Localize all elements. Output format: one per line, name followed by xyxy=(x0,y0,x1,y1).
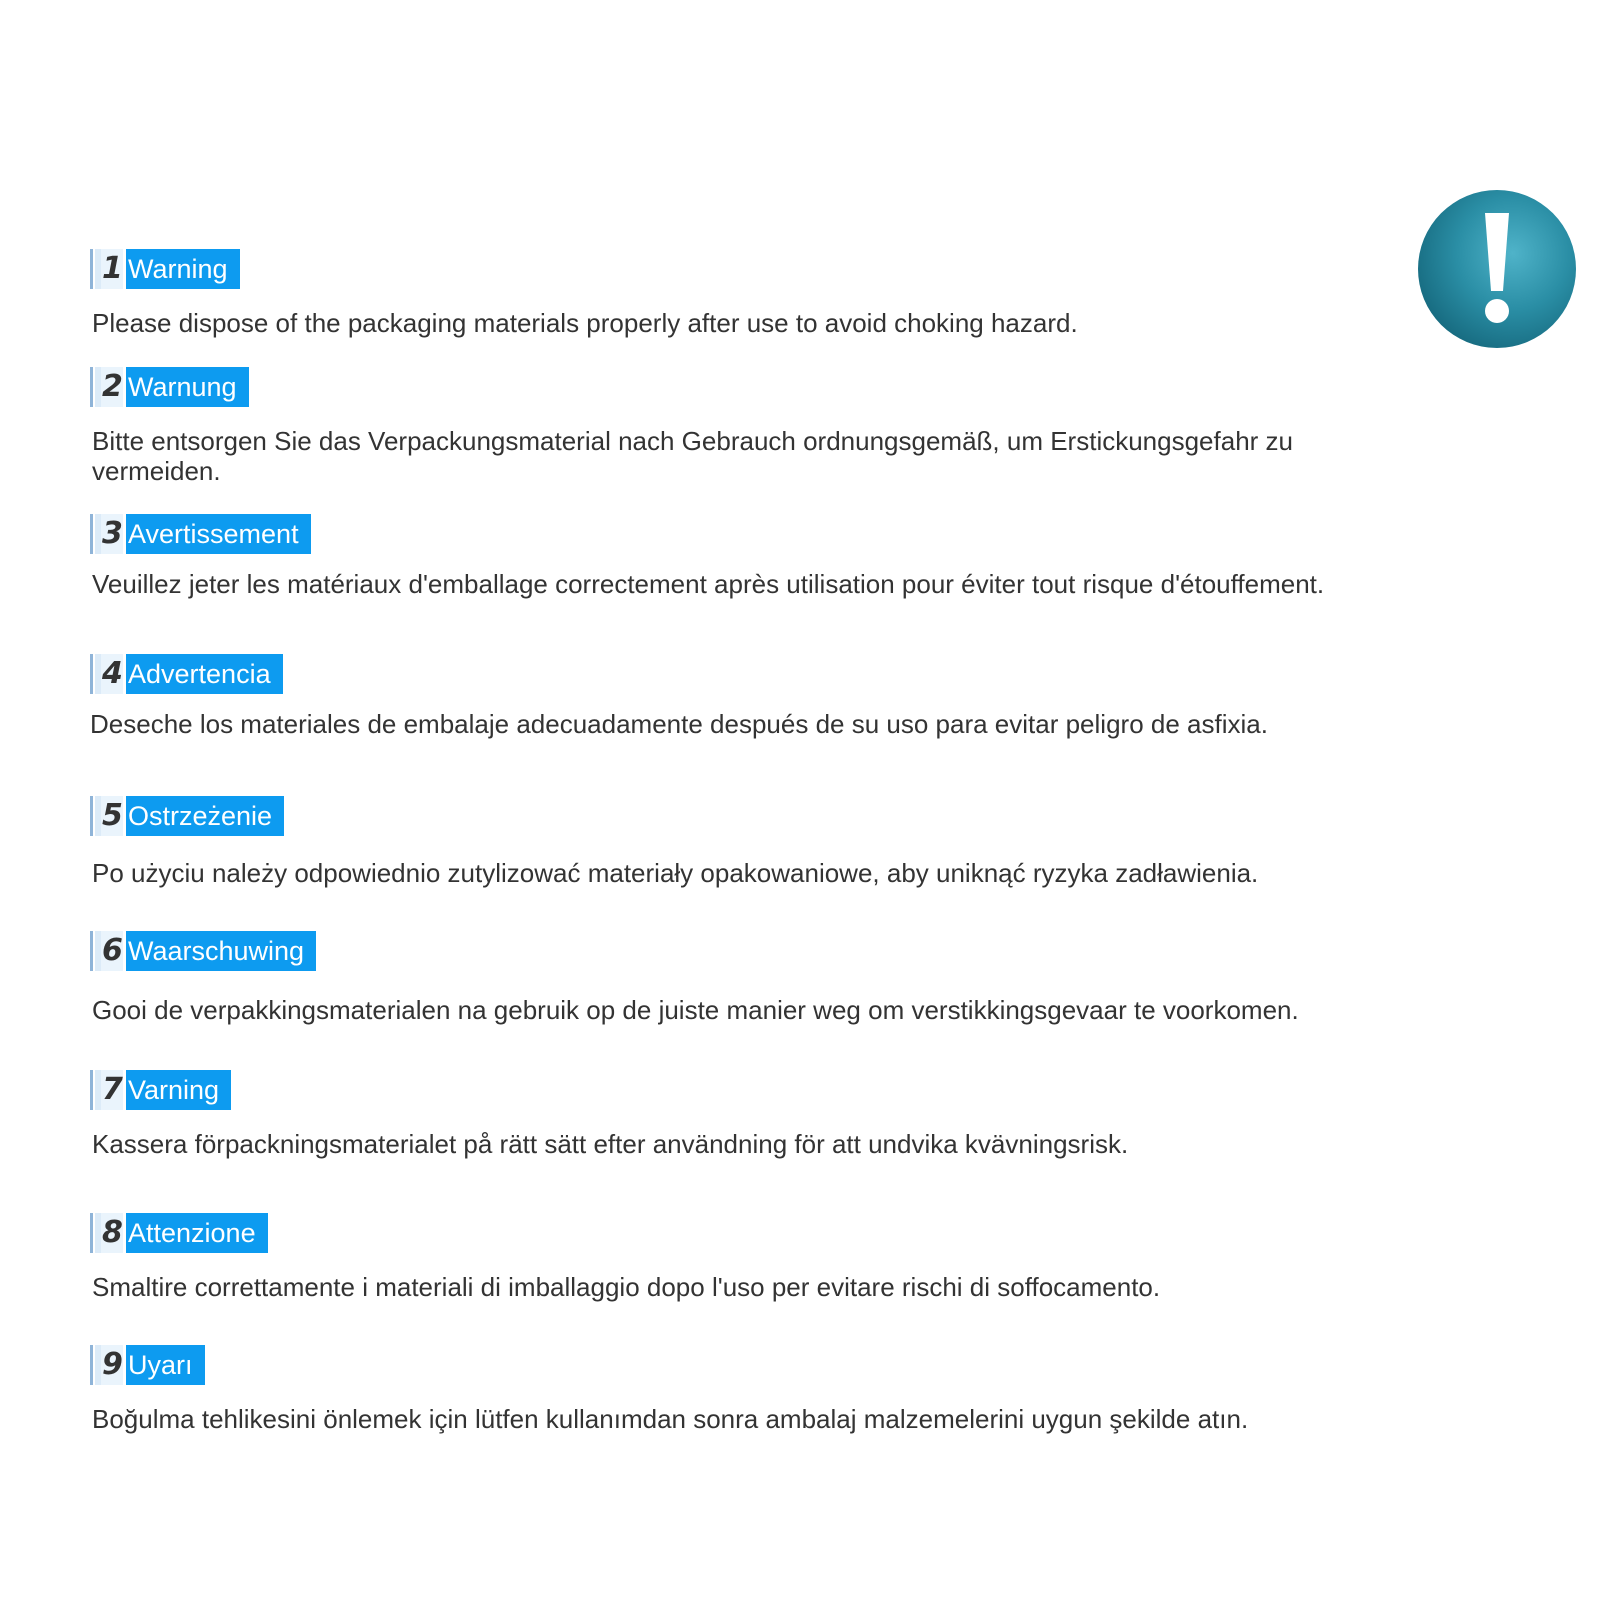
section-label: Warning xyxy=(126,249,240,289)
warning-section-5 xyxy=(90,796,1390,888)
warning-section-1 xyxy=(90,249,1390,338)
section-number: 1 xyxy=(102,251,123,286)
heading-accent-bar xyxy=(90,654,93,694)
warning-section-6 xyxy=(90,931,1390,1025)
section-text: Kassera förpackningsmaterialet på rätt sätt efter användning för att undvika kvävningsrisk. xyxy=(92,1129,1129,1159)
section-text: Smaltire correttamente i materiali di imballaggio dopo l'uso per evitare rischi di soffocamento. xyxy=(92,1272,1161,1302)
warning-section-9 xyxy=(90,1345,1390,1434)
section-text: Gooi de verpakkingsmaterialen na gebruik op de juiste manier weg om verstikkingsgevaar te voorkomen. xyxy=(92,995,1299,1025)
section-number: 3 xyxy=(102,516,123,551)
section-number: 8 xyxy=(102,1215,123,1250)
section-heading xyxy=(90,367,1390,407)
section-heading xyxy=(90,1345,1390,1385)
section-number: 9 xyxy=(102,1347,123,1382)
heading-accent-bar xyxy=(90,931,93,971)
section-label: Varning xyxy=(126,1070,231,1110)
section-heading xyxy=(90,514,1390,554)
heading-accent-bar xyxy=(90,1345,93,1385)
heading-accent-bar xyxy=(90,1070,93,1110)
section-number: 7 xyxy=(102,1072,123,1107)
section-label: Attenzione xyxy=(126,1213,268,1253)
warning-section-2 xyxy=(90,367,1390,486)
heading-accent-bar xyxy=(90,514,93,554)
section-label: Advertencia xyxy=(126,654,283,694)
heading-accent-bar xyxy=(90,367,93,407)
warning-section-4 xyxy=(90,654,1390,739)
section-heading xyxy=(90,1070,1390,1110)
section-number: 5 xyxy=(102,798,123,833)
section-label: Waarschuwing xyxy=(126,931,316,971)
section-label: Ostrzeżenie xyxy=(126,796,284,836)
heading-accent-bar xyxy=(90,1213,93,1253)
section-label: Avertissement xyxy=(126,514,311,554)
section-text: Boğulma tehlikesini önlemek için lütfen kullanımdan sonra ambalaj malzemelerini uygun şekilde atın. xyxy=(92,1404,1249,1434)
heading-accent-bar xyxy=(90,796,93,836)
section-text: Deseche los materiales de embalaje adecuadamente después de su uso para evitar peligro de asfixia. xyxy=(90,709,1268,739)
section-number: 4 xyxy=(102,656,123,691)
heading-accent-bar xyxy=(90,249,93,289)
section-label: Uyarı xyxy=(126,1345,205,1385)
section-heading xyxy=(90,1213,1390,1253)
exclamation-warning-icon xyxy=(1417,189,1577,349)
section-number: 2 xyxy=(102,369,123,404)
section-text: Please dispose of the packaging materials properly after use to avoid choking hazard. xyxy=(92,308,1078,338)
section-text: Bitte entsorgen Sie das Verpackungsmaterial nach Gebrauch ordnungsgemäß, um Erstickungsgefahr zu vermeiden. xyxy=(92,426,1294,486)
section-heading xyxy=(90,796,1390,836)
warning-section-8 xyxy=(90,1213,1390,1302)
icon-exclamation-dot xyxy=(1485,299,1509,323)
section-text: Po użyciu należy odpowiednio zutylizować materiały opakowaniowe, aby uniknąć ryzyka zadławienia. xyxy=(92,858,1259,888)
section-heading xyxy=(90,249,1390,289)
section-number: 6 xyxy=(102,933,123,968)
section-heading xyxy=(90,654,1390,694)
section-heading xyxy=(90,931,1390,971)
warning-section-7 xyxy=(90,1070,1390,1159)
warning-section-3 xyxy=(90,514,1390,599)
section-text: Veuillez jeter les matériaux d'emballage correctement après utilisation pour éviter tout risque d'étouffement. xyxy=(92,569,1325,599)
section-label: Warnung xyxy=(126,367,249,407)
